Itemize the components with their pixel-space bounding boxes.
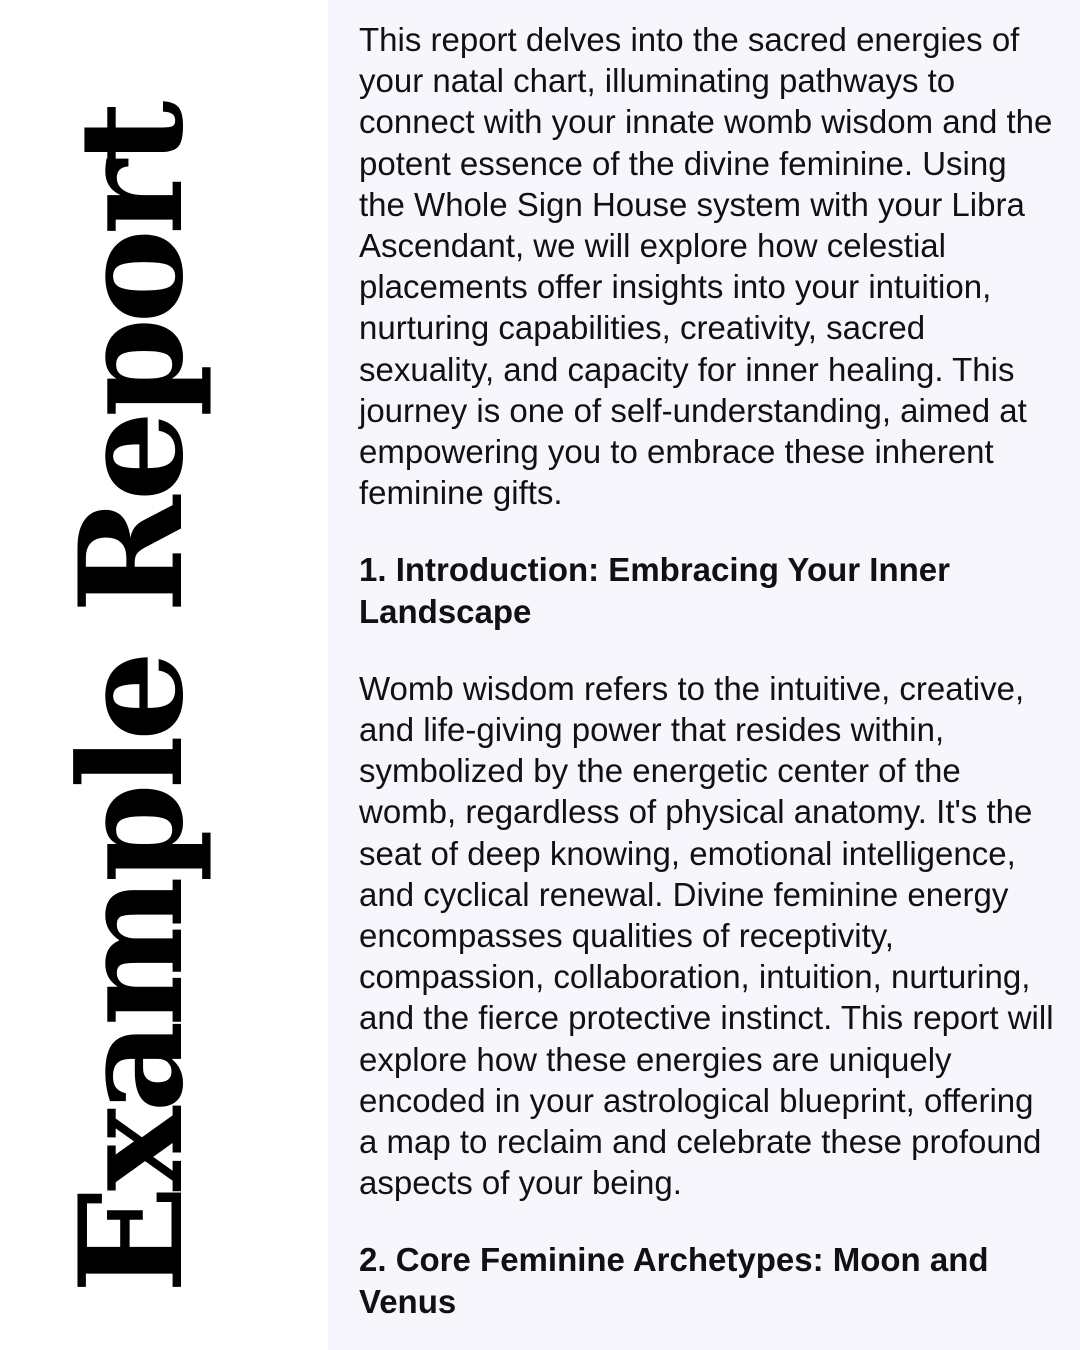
section-heading-introduction: 1. Introduction: Embracing Your Inner Landscape bbox=[359, 551, 950, 630]
section-body-introduction: Womb wisdom refers to the intuitive, creative, and life-giving power that resides within, symbolized by the energetic center of the womb, regardless of physical anatomy. It's the seat of deep knowing, emotional intelligence, and cyclical renewal. Divine feminine energy encompasses qualities of receptivity, compassion, collaboration, intuition, nurturing, and the fierce protective instinct. This report will explore how these energies are uniquely encoded in your astrological blueprint, offering a map to reclaim and celebrate these profound aspects of your being. bbox=[359, 669, 1054, 1202]
sidebar bbox=[0, 0, 328, 1350]
report-text bbox=[359, 19, 1059, 1350]
report-content-panel[interactable] bbox=[328, 0, 1080, 1350]
intro-paragraph: This report delves into the sacred energies of your natal chart, illuminating pathways to connect with your innate womb wisdom and the potent essence of the divine feminine. Using the Whole Sign House system with your Libra Ascendant, we will explore how celestial placements offer insights into your intuition, nurturing capabilities, creativity, sacred sexuality, and capacity for inner healing. This journey is one of self-understanding, aimed at empowering you to embrace these inherent feminine gifts. bbox=[359, 21, 1053, 512]
report-title: Example Report bbox=[49, 106, 215, 1294]
section-heading-archetypes: 2. Core Feminine Archetypes: Moon and Venus bbox=[359, 1241, 989, 1320]
